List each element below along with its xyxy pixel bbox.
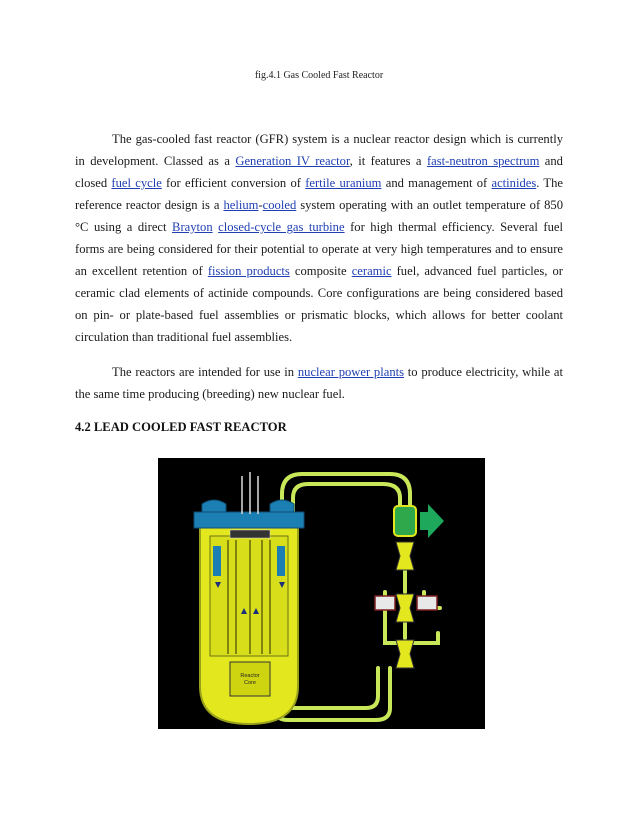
text-segment: for high thermal efficiency. Several fuel forms are being considered for their potential to operate at very high temperatures and to ensure an excellent retention of	[75, 220, 563, 278]
link-generation-iv-reactor[interactable]: Generation IV reactor	[235, 154, 350, 168]
link-fuel-cycle[interactable]: fuel cycle	[111, 176, 162, 190]
control-rods	[242, 472, 258, 514]
text-segment: , it features a	[349, 154, 427, 168]
core-label-line2: Core	[244, 680, 256, 686]
compressor	[396, 594, 414, 622]
pump-right	[270, 500, 294, 512]
link-helium[interactable]: helium	[223, 198, 259, 212]
text-segment: to produce electricity, while at the same time producing (breeding) new nuclear fuel.	[75, 365, 563, 401]
vessel-head	[194, 512, 304, 528]
lead-cooled-fast-reactor-diagram	[158, 458, 485, 729]
text-segment: . The reference reactor design is a	[75, 176, 563, 212]
pipe-outlet	[293, 484, 400, 533]
recuperator-right	[417, 596, 437, 610]
text-segment: and management of	[381, 176, 492, 190]
text-segment: The gas-cooled fast reactor (GFR) system is a nuclear reactor design which is currently in development. Classed as a	[75, 132, 563, 168]
heat-exchanger-right	[277, 546, 285, 576]
pump-left	[202, 500, 226, 512]
turbine	[396, 542, 414, 570]
link-cooled[interactable]: cooled	[262, 198, 297, 212]
figure-caption: fig.4.1 Gas Cooled Fast Reactor	[254, 70, 384, 81]
vessel-inner	[210, 536, 288, 656]
text-segment: fuel, advanced fuel particles, or ceramic clad elements of actinide compounds. Core configurations are being considered based on pin- or plate-based fuel assemblies or prismatic blocks, which allows for better coolant circulation than traditional fuel assemblies.	[75, 264, 563, 344]
reactor-core	[230, 662, 270, 696]
control-plate	[230, 530, 270, 538]
paragraph-reactor-use	[75, 361, 563, 405]
text-segment: for efficient conversion of	[161, 176, 306, 190]
text-segment: The reactors are intended for use in	[112, 365, 298, 379]
text-segment: system operating with an outlet temperature of 850 °C using a direct	[75, 198, 563, 234]
paragraph-gfr-description	[75, 128, 563, 348]
link-ceramic[interactable]: ceramic	[351, 264, 392, 278]
recuperator-left	[375, 596, 395, 610]
core-label-line1: Reactor	[240, 673, 260, 679]
precooler	[396, 640, 414, 668]
link-fertile-uranium[interactable]: fertile uranium	[305, 176, 382, 190]
text-segment: composite	[289, 264, 352, 278]
section-heading: 4.2 LEAD COOLED FAST REACTOR	[75, 420, 287, 434]
link-fast-neutron-spectrum[interactable]: fast-neutron spectrum	[426, 154, 540, 168]
link-closed-cycle-gas-turbine[interactable]: closed-cycle gas turbine	[218, 220, 345, 234]
link-fission-products[interactable]: fission products	[207, 264, 290, 278]
text-segment: -	[258, 198, 263, 212]
text-segment: and closed	[75, 154, 563, 190]
reactor-diagram-svg	[158, 458, 485, 729]
link-actinides[interactable]: actinides	[491, 176, 537, 190]
link-nuclear-power-plants[interactable]: nuclear power plants	[297, 365, 405, 379]
generator	[394, 506, 416, 536]
link-brayton[interactable]: Brayton	[172, 220, 213, 234]
heat-exchanger-left	[213, 546, 221, 576]
power-output-arrow	[420, 504, 444, 538]
